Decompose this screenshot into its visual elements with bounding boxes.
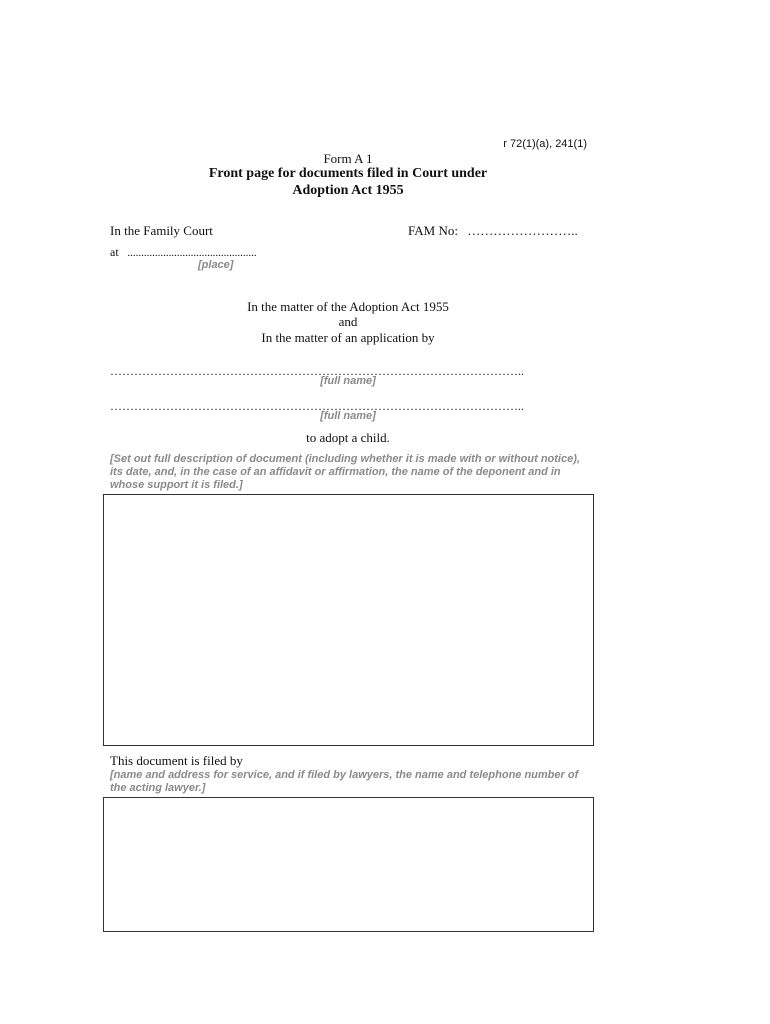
fam-no-label: FAM No:	[408, 223, 458, 238]
at-label: at	[110, 245, 119, 259]
applicant-name-field[interactable]: …………………………………………………………………………………………..	[110, 364, 524, 378]
applicant-name-field[interactable]: …………………………………………………………………………………………..	[110, 399, 524, 413]
purpose-line: to adopt a child.	[306, 430, 390, 445]
place-row	[110, 245, 257, 260]
form-title-line2: Adoption Act 1955	[292, 183, 404, 198]
place-hint: [place]	[198, 259, 234, 271]
filed-by-label: This document is filed by	[110, 753, 243, 768]
matter-line-3: In the matter of an application by	[261, 330, 435, 345]
form-title-line1: Front page for documents filed in Court under	[208, 166, 488, 181]
place-field[interactable]: ...............................................	[127, 247, 257, 259]
description-hint: [Set out full description of document (including whether it is made with or without notice), its date, and, in the case of an affidavit or affirmation, the name of the deponent and in whose support it is filed.]	[110, 453, 580, 491]
rule-reference: r 72(1)(a), 241(1)	[503, 138, 587, 150]
fam-no-field[interactable]: ……………………..	[467, 223, 578, 238]
matter-line-2: and	[338, 314, 358, 329]
full-name-hint: [full name]	[320, 375, 376, 387]
full-name-hint: [full name]	[320, 410, 376, 422]
filed-by-hint: [name and address for service, and if filed by lawyers, the name and telephone number of the acting lawyer.]	[110, 769, 579, 794]
filed-by-box[interactable]	[103, 797, 594, 932]
fam-number-row	[408, 223, 578, 239]
matter-line-1: In the matter of the Adoption Act 1955	[247, 299, 449, 314]
document-description-box[interactable]	[103, 494, 594, 746]
form-number: Form A 1	[323, 151, 373, 166]
court-name: In the Family Court	[110, 223, 213, 238]
